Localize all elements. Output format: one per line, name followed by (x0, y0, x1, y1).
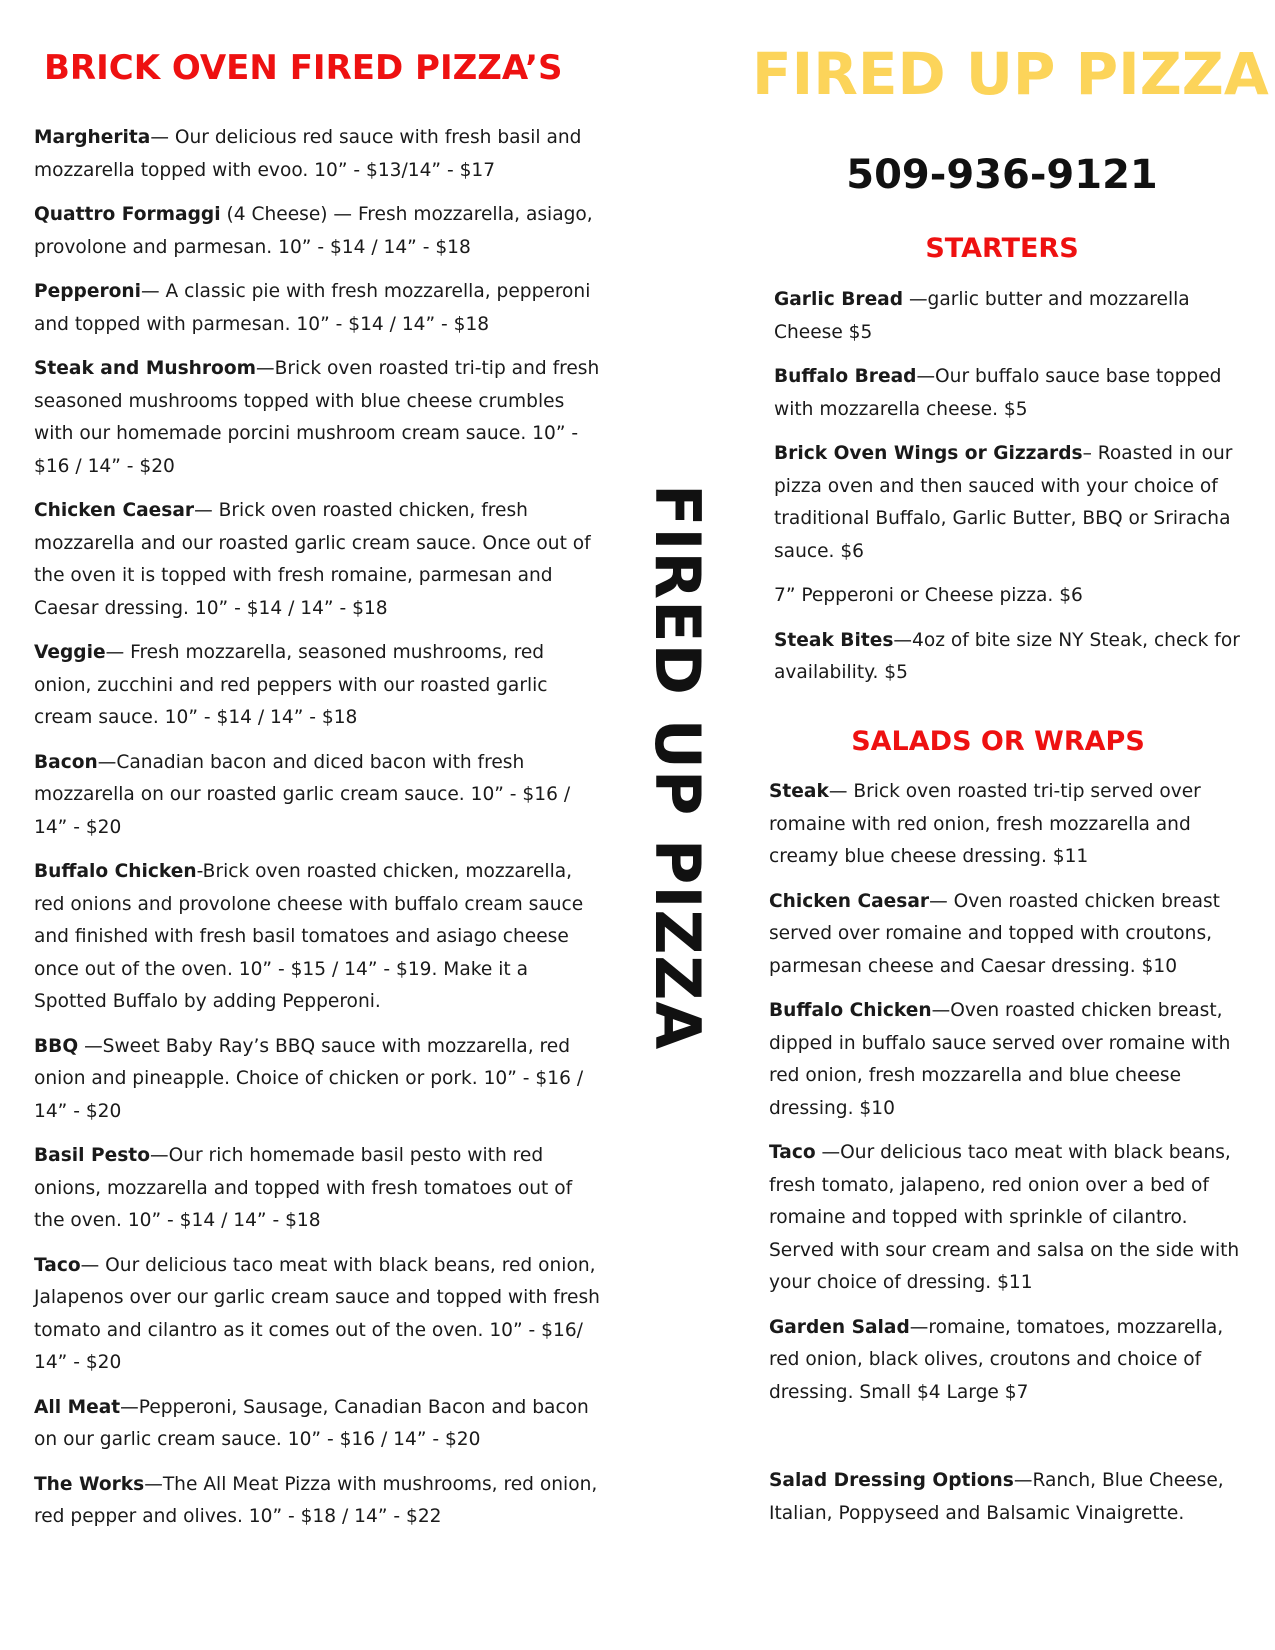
item-desc: —Canadian bacon and diced bacon with fresh mozzarella on our roasted garlic cream sauce. 10” - $16 / 14” - $20 (34, 751, 571, 838)
item-desc: —Pepperoni, Sausage, Canadian Bacon and bacon on our garlic cream sauce. 10” - $16 / 14” - $20 (34, 1396, 589, 1450)
item-name: All Meat (34, 1396, 121, 1418)
item-desc: —Oven roasted chicken breast, dipped in buffalo sauce served over romaine with red onion, fresh mozzarella and blue cheese dressing. $10 (769, 1000, 1231, 1119)
item-name: Chicken Caesar (769, 890, 930, 912)
item-desc: — Brick oven roasted tri-tip served over romaine with red onion, fresh mozzarella and creamy blue cheese dressing. $11 (769, 781, 1201, 867)
menu-item-bbq (34, 1031, 602, 1129)
menu-item-bacon (34, 747, 602, 845)
item-name: Salad Dressing Options (769, 1470, 1014, 1491)
item-name: Garlic Bread (774, 289, 904, 310)
menu-item-basil-pesto (34, 1140, 602, 1238)
spacer (769, 1421, 1252, 1465)
salad-steak (769, 776, 1252, 874)
salad-buffalo-chicken (769, 995, 1252, 1125)
item-desc: —Brick oven roasted tri-tip and fresh seasoned mushrooms topped with blue cheese crumbles with our homemade porcini mushroom cream sauce. 10” - $16 / 14” - $20 (34, 358, 600, 477)
item-name: BBQ (34, 1035, 79, 1057)
item-name: Pepperoni (34, 281, 142, 302)
menu-item-taco (34, 1250, 602, 1380)
item-desc: —Sweet Baby Ray’s BBQ sauce with mozzarella, red onion and pineapple. Choice of chicken or pork. 10” - $16 / 14” - $20 (34, 1035, 584, 1122)
item-name: Chicken Caesar (34, 500, 195, 521)
item-desc: —4oz of bite size NY Steak, check for availability. $5 (774, 629, 1240, 683)
menu-item-buffalo-chicken (34, 856, 602, 1019)
item-desc: —Our buffalo sauce base topped with mozzarella cheese. $5 (774, 366, 1222, 420)
item-desc: —romaine, tomatoes, mozzarella, red onion, black olives, croutons and choice of dressing. Small $4 Large $7 (769, 1316, 1224, 1403)
item-desc: (4 Cheese) — Fresh mozzarella, asiago, provolone and parmesan. 10” - $14 / 14” - $18 (34, 204, 593, 258)
item-desc: — Oven roasted chicken breast served over romaine and topped with croutons, parmesan cheese and Caesar dressing. $10 (769, 890, 1220, 977)
starters-title: STARTERS (925, 233, 1079, 264)
item-desc: -Brick oven roasted chicken, mozzarella, red onions and provolone cheese with buffalo cream sauce and finished with fresh basil tomatoes and asiago cheese once out of the oven. 10” - $15 / 14” - $19. Make it a Spotted Buffalo by adding Pepperoni. (34, 861, 584, 1012)
menu-item-all-meat (34, 1392, 602, 1457)
item-name: Veggie (34, 642, 106, 663)
phone-number: 509-936-9121 (846, 152, 1158, 198)
item-desc: – Roasted in our pizza oven and then sauced with your choice of traditional Buffalo, Garlic Butter, BBQ or Sriracha sauce. $6 (774, 443, 1233, 562)
menu-item-quattro-formaggi (34, 199, 602, 264)
starters-list (774, 284, 1252, 702)
item-name: Buffalo Chicken (34, 861, 197, 882)
item-desc: — A classic pie with fresh mozzarella, pepperoni and topped with parmesan. 10” - $14 / 14” - $18 (34, 281, 591, 335)
item-name: Garden Salad (769, 1316, 910, 1338)
menu-item-margherita (34, 122, 602, 187)
menu-item-pepperoni (34, 276, 602, 341)
starter-wings-gizzards (774, 438, 1252, 568)
vertical-brand-text: FIRED UP PIZZA (641, 483, 714, 1051)
salads-list (769, 776, 1252, 1542)
item-name: Margherita (34, 127, 151, 148)
item-desc: 7” Pepperoni or Cheese pizza. $6 (774, 585, 1083, 606)
item-desc: —garlic butter and mozzarella Cheese $5 (774, 289, 1190, 343)
salad-taco (769, 1137, 1252, 1300)
item-name: Steak (769, 781, 829, 802)
item-name: Taco (34, 1254, 81, 1276)
pizza-menu-list (34, 122, 602, 1546)
pizza-section-title: BRICK OVEN FIRED PIZZA’S (44, 48, 563, 88)
item-name: The Works (34, 1473, 145, 1495)
salad-dressing-options (769, 1465, 1252, 1530)
item-name: Quattro Formaggi (34, 204, 221, 225)
item-name: Bacon (34, 751, 98, 773)
item-name: Basil Pesto (34, 1145, 150, 1166)
brand-title: FIRED UP PIZZA (752, 40, 1269, 108)
salad-garden (769, 1312, 1252, 1410)
item-name: Steak Bites (774, 629, 894, 651)
starter-steak-bites (774, 625, 1252, 690)
item-name: Buffalo Bread (774, 366, 917, 387)
item-desc: —Our rich homemade basil pesto with red onions, mozzarella and topped with fresh tomatoes out of the oven. 10” - $14 / 14” - $18 (34, 1145, 573, 1231)
item-desc: — Brick oven roasted chicken, fresh mozzarella and our roasted garlic cream sauce. Once out of the oven it is topped with fresh romaine, parmesan and Caesar dressing. 10” - $14 / 14” - $18 (34, 500, 591, 619)
item-desc: —Our delicious taco meat with black beans, fresh tomato, jalapeno, red onion over a bed of romaine and topped with sprinkle of cilantro. Served with sour cream and salsa on the side with your choice of dressing. $11 (769, 1142, 1240, 1293)
item-desc: — Our delicious taco meat with black beans, red onion, Jalapenos over our garlic cream sauce and topped with fresh tomato and cilantro as it comes out of the oven. 10” - $16/ 14” - $20 (34, 1254, 600, 1373)
item-desc: —The All Meat Pizza with mushrooms, red onion, red pepper and olives. 10” - $18 / 14” - $22 (34, 1473, 598, 1527)
item-name: Taco (769, 1142, 816, 1163)
menu-item-steak-mushroom (34, 353, 602, 483)
menu-item-the-works (34, 1469, 602, 1534)
salad-chicken-caesar (769, 886, 1252, 984)
item-name: Buffalo Chicken (769, 1000, 932, 1021)
item-name: Brick Oven Wings or Gizzards (774, 443, 1083, 464)
item-desc: — Fresh mozzarella, seasoned mushrooms, red onion, zucchini and red peppers with our roasted garlic cream sauce. 10” - $14 / 14” - $18 (34, 642, 548, 728)
item-desc: — Our delicious red sauce with fresh basil and mozzarella topped with evoo. 10” - $13/14” - $17 (34, 127, 582, 181)
item-name: Steak and Mushroom (34, 358, 256, 379)
menu-item-chicken-caesar (34, 495, 602, 625)
starter-buffalo-bread (774, 361, 1252, 426)
starter-7in-pizza (774, 580, 1252, 613)
salads-title: SALADS OR WRAPS (851, 726, 1145, 757)
menu-item-veggie (34, 637, 602, 735)
starter-garlic-bread (774, 284, 1252, 349)
item-desc: —Ranch, Blue Cheese, Italian, Poppyseed and Balsamic Vinaigrette. (769, 1470, 1224, 1524)
